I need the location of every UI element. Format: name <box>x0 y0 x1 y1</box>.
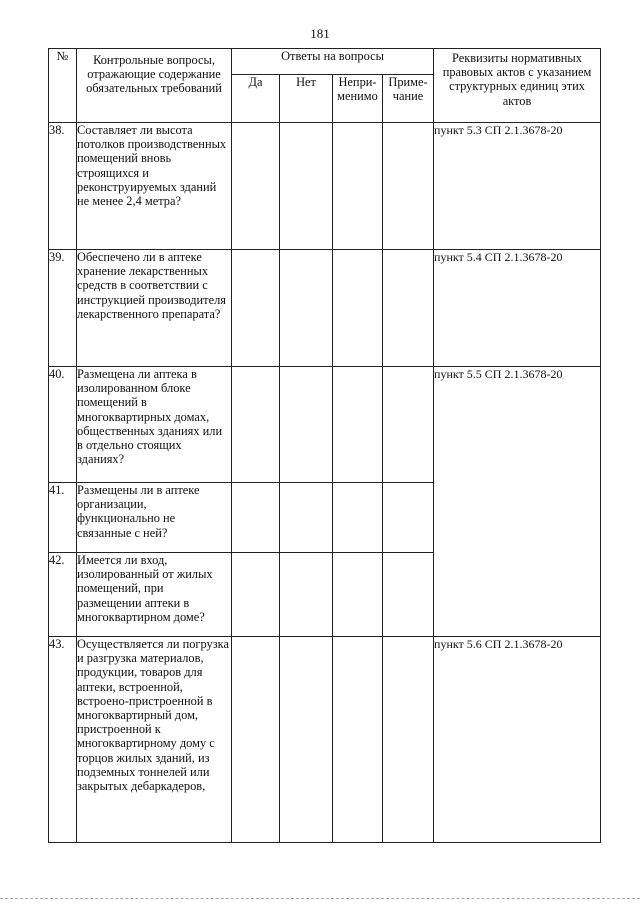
row-reference: пункт 5.5 СП 2.1.3678-20 <box>434 367 601 637</box>
answer-no-cell[interactable] <box>280 250 333 367</box>
header-num: № <box>49 49 77 123</box>
answer-note-cell[interactable] <box>383 367 434 483</box>
row-reference: пункт 5.4 СП 2.1.3678-20 <box>434 250 601 367</box>
answer-na-cell[interactable] <box>333 637 383 843</box>
header-answers: Ответы на вопросы <box>232 49 434 75</box>
row-number: 38. <box>49 123 77 250</box>
answer-yes-cell[interactable] <box>232 637 280 843</box>
row-question: Размещена ли аптека в изолированном блоке помещений в многоквартирных домах, общественных зданиях или в отдельно стоящих зданиях? <box>77 367 232 483</box>
answer-no-cell[interactable] <box>280 553 333 637</box>
table-row <box>49 637 601 843</box>
answer-yes-cell[interactable] <box>232 553 280 637</box>
page-bottom-divider <box>0 898 640 899</box>
row-question: Осуществляется ли погрузка и разгрузка материалов, продукции, товаров для аптеки, встроенной, встроено-пристроенной в многоквартирный дом, пристроенной к многоквартирному дому с торцов жилых зданий, из подземных тоннелей или закрытых дебаркадеров, <box>77 637 232 843</box>
table-row <box>49 367 601 483</box>
row-question: Размещены ли в аптеке организации, функционально не связанные с ней? <box>77 483 232 553</box>
checklist-table <box>48 48 601 843</box>
answer-na-cell[interactable] <box>333 553 383 637</box>
row-reference: пункт 5.3 СП 2.1.3678-20 <box>434 123 601 250</box>
header-no: Нет <box>280 75 333 123</box>
answer-note-cell[interactable] <box>383 553 434 637</box>
row-question: Составляет ли высота потолков производственных помещений вновь строящихся и реконструируемых зданий не менее 2,4 метра? <box>77 123 232 250</box>
answer-yes-cell[interactable] <box>232 367 280 483</box>
table-row <box>49 123 601 250</box>
page-number: 181 <box>310 26 330 41</box>
answer-no-cell[interactable] <box>280 123 333 250</box>
answer-no-cell[interactable] <box>280 483 333 553</box>
answer-note-cell[interactable] <box>383 637 434 843</box>
header-questions: Контрольные вопросы, отражающие содержание обязательных требований <box>77 49 232 123</box>
row-question: Обеспечено ли в аптеке хранение лекарственных средств в соответствии с инструкцией производителя лекарственного препарата? <box>77 250 232 367</box>
row-number: 40. <box>49 367 77 483</box>
table-row <box>49 250 601 367</box>
row-reference: пункт 5.6 СП 2.1.3678-20 <box>434 637 601 843</box>
answer-yes-cell[interactable] <box>232 123 280 250</box>
row-number: 43. <box>49 637 77 843</box>
answer-note-cell[interactable] <box>383 250 434 367</box>
answer-na-cell[interactable] <box>333 250 383 367</box>
row-number: 41. <box>49 483 77 553</box>
header-yes: Да <box>232 75 280 123</box>
header-requisites: Реквизиты нормативных правовых актов с указанием структурных единиц этих актов <box>434 49 601 123</box>
answer-no-cell[interactable] <box>280 637 333 843</box>
answer-na-cell[interactable] <box>333 123 383 250</box>
answer-yes-cell[interactable] <box>232 483 280 553</box>
header-not-applicable: Непри- менимо <box>333 75 383 123</box>
answer-no-cell[interactable] <box>280 367 333 483</box>
answer-na-cell[interactable] <box>333 367 383 483</box>
answer-note-cell[interactable] <box>383 483 434 553</box>
answer-note-cell[interactable] <box>383 123 434 250</box>
header-note: Приме- чание <box>383 75 434 123</box>
row-number: 42. <box>49 553 77 637</box>
answer-yes-cell[interactable] <box>232 250 280 367</box>
answer-na-cell[interactable] <box>333 483 383 553</box>
row-question: Имеется ли вход, изолированный от жилых помещений, при размещении аптеки в многоквартирном доме? <box>77 553 232 637</box>
row-number: 39. <box>49 250 77 367</box>
